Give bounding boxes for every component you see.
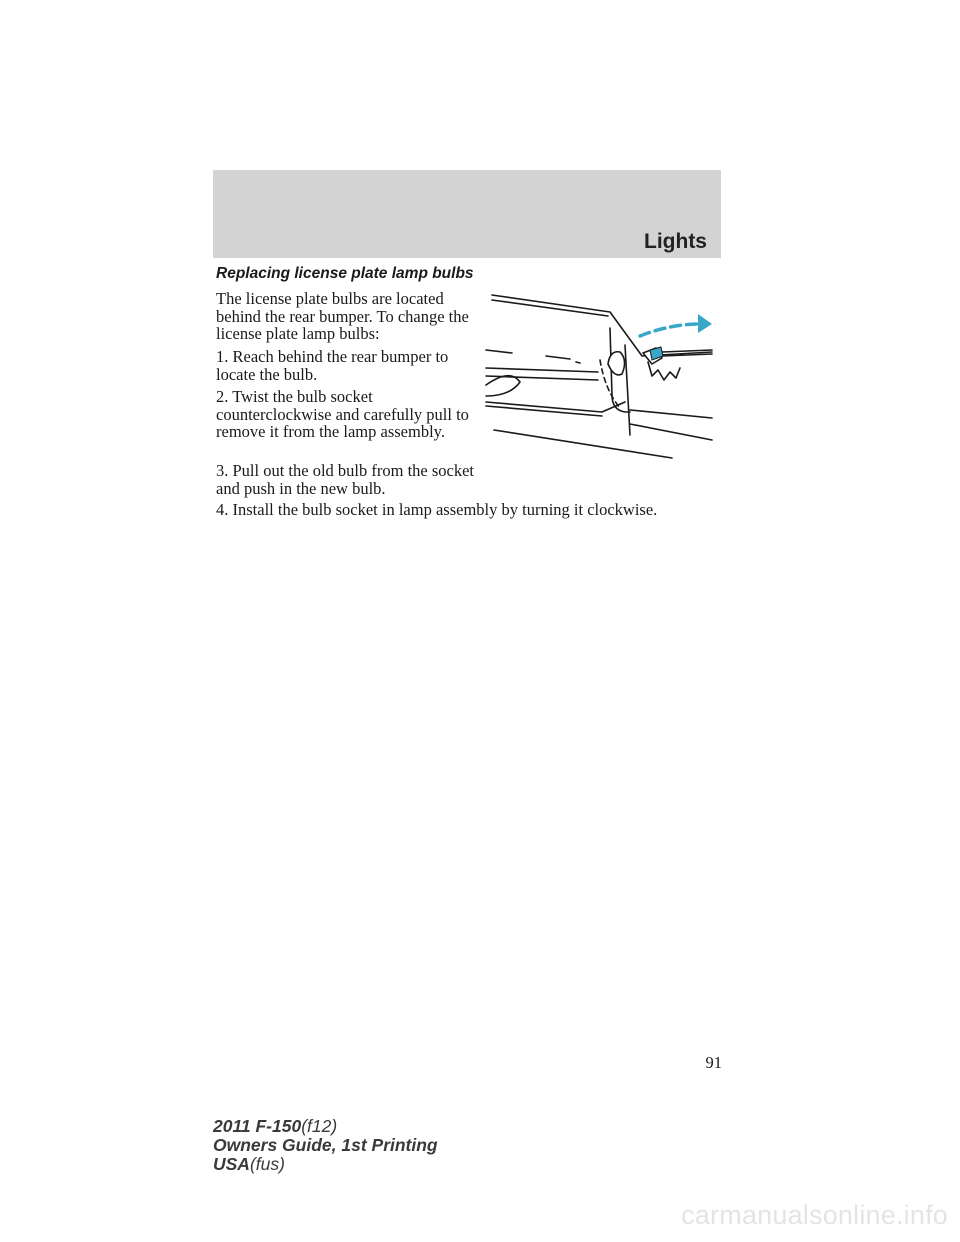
- footer-model: 2011 F-150: [213, 1116, 302, 1136]
- step-3: 3. Pull out the old bulb from the socket and push in the new bulb.: [216, 461, 475, 498]
- page-number: 91: [705, 1053, 722, 1072]
- bumper-top-edge-inner: [492, 300, 608, 316]
- torn-edge: [648, 362, 680, 380]
- watermark: carmanualsonline.info: [681, 1200, 948, 1230]
- bumper-vertical-2: [625, 345, 630, 435]
- footer-market-code: (fus): [249, 1154, 285, 1174]
- section-header-band: [213, 170, 721, 258]
- bumper-bulb-illustration: [480, 290, 720, 465]
- document-footer: [213, 1117, 438, 1174]
- step-2: 2. Twist the bulb socket counterclockwise and carefully pull to remove it from the lamp assembly.: [216, 387, 469, 441]
- footer-line-2: [213, 1136, 438, 1155]
- footer-model-code: (f12): [301, 1116, 338, 1136]
- bumper-recess: [486, 376, 520, 396]
- lamp-housing: [608, 352, 625, 375]
- intro-paragraph: The license plate bulbs are located behind the rear bumper. To change the license plate lamp bulbs:: [216, 289, 469, 343]
- bumper-dash-line: [486, 350, 512, 353]
- bumper-lower-edge: [486, 368, 598, 372]
- ground-line: [494, 430, 672, 458]
- section-title: Lights: [644, 230, 707, 253]
- bumper-base: [630, 410, 712, 418]
- step-1: 1. Reach behind the rear bumper to locate the bulb.: [216, 347, 449, 384]
- removal-arrow-line: [640, 324, 700, 336]
- footer-edition: Owners Guide, 1st Printing: [213, 1135, 438, 1155]
- section-heading: Replacing license plate lamp bulbs: [216, 265, 474, 282]
- bumper-base-2: [630, 424, 712, 440]
- footer-line-1: [213, 1117, 438, 1136]
- step-4: 4. Install the bulb socket in lamp assembly by turning it clockwise.: [216, 500, 658, 519]
- bumper-dash-mark: [576, 362, 580, 363]
- removal-arrow-head: [698, 314, 712, 333]
- bumper-dash-line-2: [546, 356, 570, 359]
- footer-line-3: [213, 1155, 438, 1174]
- footer-market: USA: [213, 1154, 250, 1174]
